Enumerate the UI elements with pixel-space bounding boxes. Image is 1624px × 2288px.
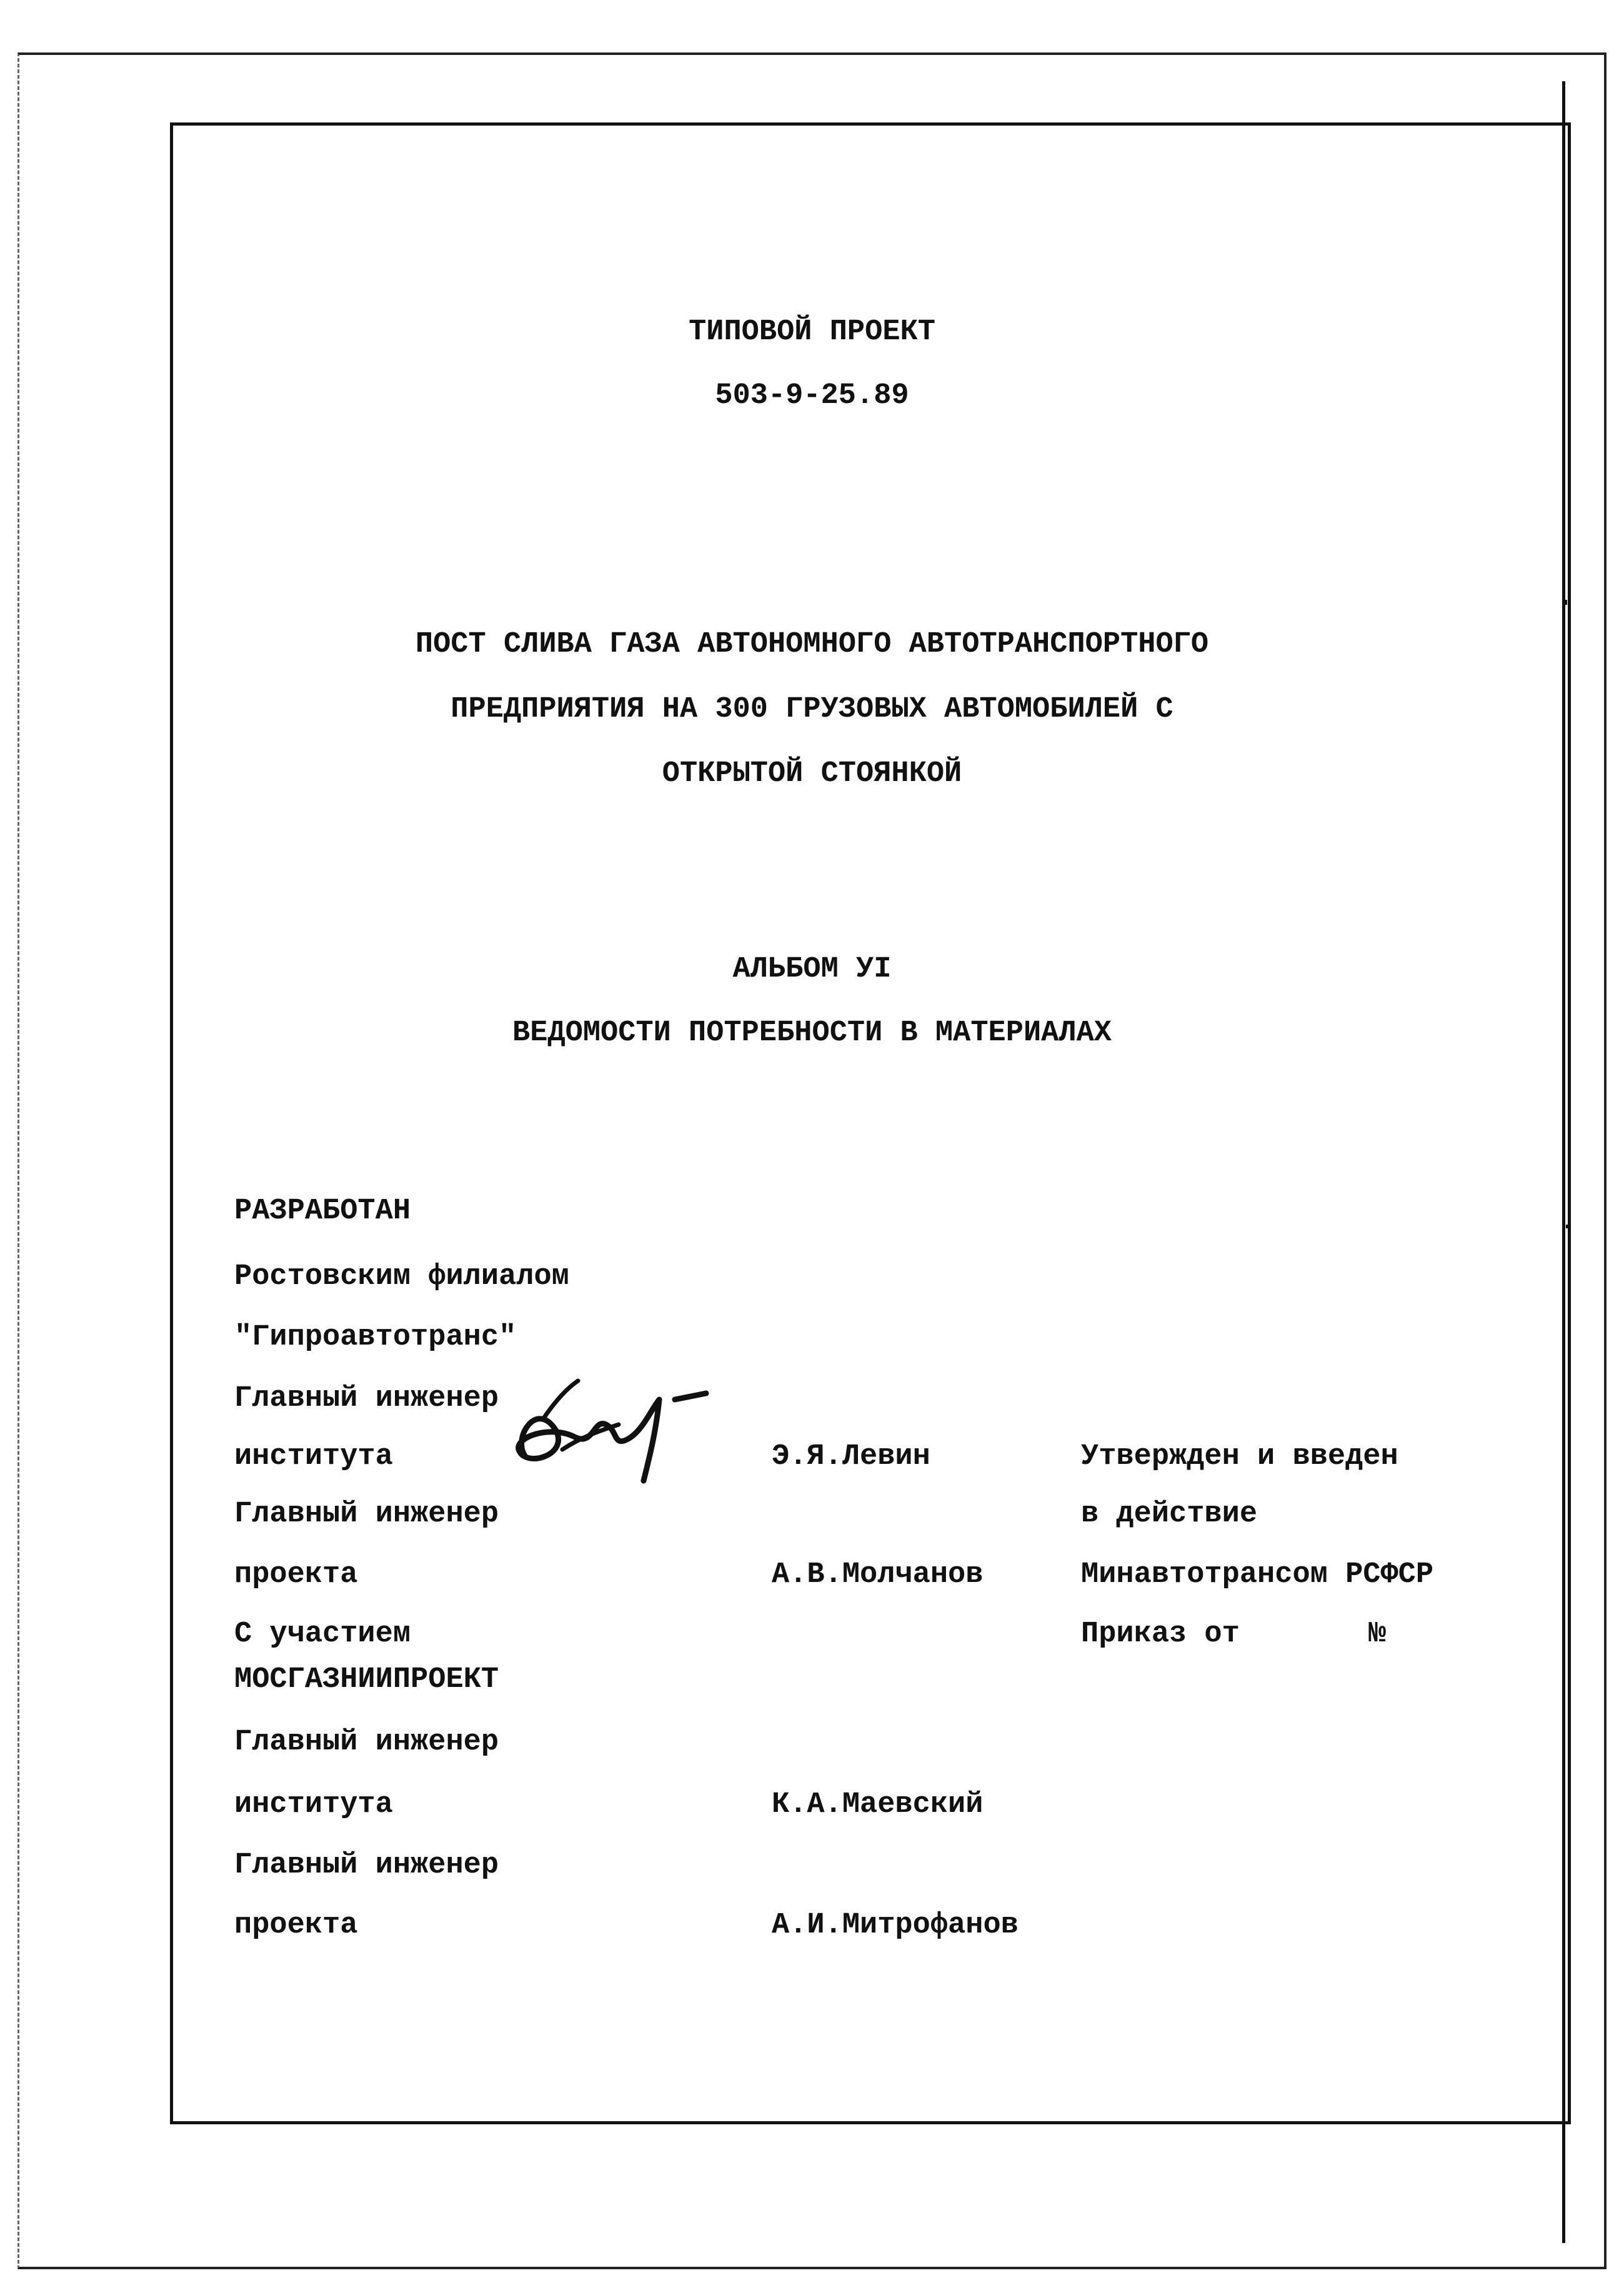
signatory-role: Главный инженер	[234, 1726, 499, 1759]
signatory-role: Главный инженер	[234, 1382, 499, 1415]
approval-line-2: в действие	[1081, 1498, 1258, 1531]
signatory-name: Э.Я.Левин	[772, 1440, 930, 1473]
developer-label: РАЗРАБОТАН	[234, 1195, 411, 1228]
title-line-2: ПРЕДПРИЯТИЯ НА 300 ГРУЗОВЫХ АВТОМОБИЛЕЙ С	[451, 693, 1173, 726]
signatory-role: проекта	[234, 1558, 358, 1591]
inner-frame	[170, 122, 1571, 2124]
album-label: АЛЬБОМ УI	[732, 953, 892, 986]
title-line-3: ОТКРЫТОЙ СТОЯНКОЙ	[662, 757, 962, 790]
signatory-role: института	[234, 1788, 393, 1821]
signatory-role: проекта	[234, 1909, 358, 1942]
approval-line-3: Минавтотрансом РСФСР	[1081, 1558, 1434, 1591]
album-subtitle: ВЕДОМОСТИ ПОТРЕБНОСТИ В МАТЕРИАЛАХ	[512, 1017, 1112, 1050]
developer-org-2: "Гипроавтотранс"	[234, 1321, 517, 1354]
edge-dot	[1566, 1225, 1570, 1228]
project-type: ТИПОВОЙ ПРОЕКТ	[689, 316, 935, 349]
edge-dot	[1562, 600, 1567, 605]
signatory-role: института	[234, 1440, 393, 1473]
signatory-role: Главный инженер	[234, 1849, 499, 1882]
approval-line-1: Утвержден и введен	[1081, 1440, 1398, 1473]
developer-org-1: Ростовским филиалом	[234, 1260, 569, 1293]
signatory-name: К.А.Маевский	[772, 1788, 984, 1821]
signatory-name: А.И.Митрофанов	[772, 1909, 1019, 1942]
title-line-1: ПОСТ СЛИВА ГАЗА АВТОНОМНОГО АВТОТРАНСПОРТНОГО	[415, 628, 1209, 661]
signature-mark	[500, 1362, 737, 1487]
participation-label: С участием	[234, 1618, 411, 1651]
approval-number-sign: №	[1368, 1618, 1387, 1651]
project-number: 503-9-25.89	[715, 379, 909, 412]
approval-order: Приказ от	[1081, 1618, 1240, 1651]
signatory-name: А.В.Молчанов	[772, 1558, 984, 1591]
signatory-role: Главный инженер	[234, 1498, 499, 1531]
participation-org: МОСГАЗНИИПРОЕКТ	[234, 1663, 499, 1696]
